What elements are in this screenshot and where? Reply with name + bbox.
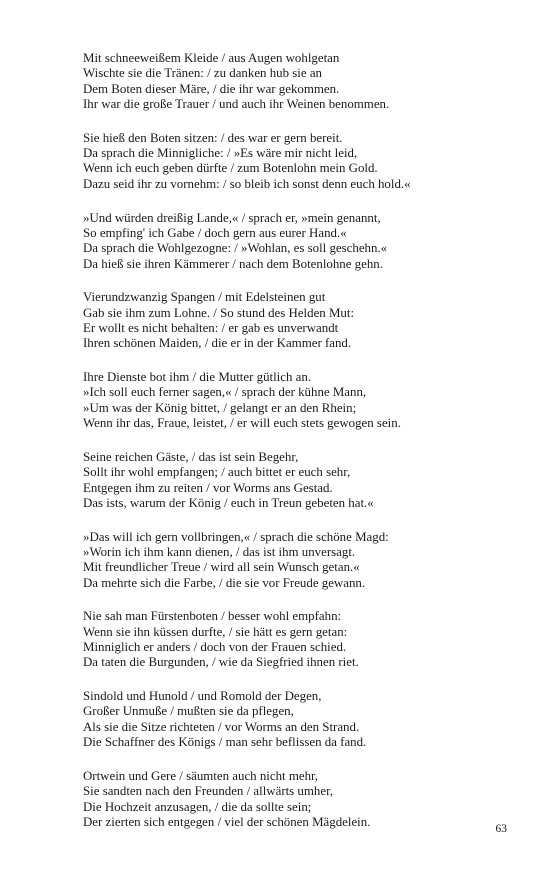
verse-line: Da mehrte sich die Farbe, / die sie vor Freude gewann.	[83, 575, 366, 590]
verse-line: »Worin ich ihm kann dienen, / das ist ihm unversagt.	[83, 544, 356, 559]
verse-line: Sindold und Hunold / und Romold der Degen,	[83, 689, 322, 704]
stanza	[83, 530, 528, 591]
verse-line: Wenn ihr das, Fraue, leistet, / er will euch stets gewogen sein.	[83, 416, 401, 431]
verse-line: Ihre Dienste bot ihm / die Mutter gütlich an.	[83, 370, 312, 385]
verse-line: »Ich soll euch ferner sagen,« / sprach der kühne Mann,	[83, 385, 367, 400]
stanza	[83, 689, 528, 750]
verse-line: Vierundzwanzig Spangen / mit Edelsteinen gut	[83, 290, 326, 305]
poem-text	[83, 51, 528, 849]
verse-line: Da sprach die Wohlgezogne: / »Wohlan, es soll geschehn.«	[83, 241, 388, 256]
stanza	[83, 370, 528, 431]
verse-line: Mit freundlicher Treue / wird all sein Wunsch getan.«	[83, 560, 360, 575]
stanza	[83, 211, 528, 272]
verse-line: Die Schaffner des Königs / man sehr beflissen da fand.	[83, 735, 367, 750]
verse-line: Der zierten sich entgegen / viel der schönen Mägdelein.	[83, 814, 371, 829]
verse-line: Als sie die Sitze richteten / vor Worms an den Strand.	[83, 719, 360, 734]
verse-line: Seine reichen Gäste, / das ist sein Begehr,	[83, 449, 299, 464]
stanza	[83, 769, 528, 830]
stanza	[83, 290, 528, 351]
verse-line: Wenn ich euch geben dürfte / zum Botenlohn mein Gold.	[83, 161, 378, 176]
verse-line: Dem Boten dieser Märe, / die ihr war gekommen.	[83, 81, 340, 96]
verse-line: Nie sah man Fürstenboten / besser wohl empfahn:	[83, 609, 342, 624]
stanza	[83, 51, 528, 112]
verse-line: Sie hieß den Boten sitzen: / des war er gern bereit.	[83, 130, 343, 145]
verse-line: Minniglich er anders / doch von der Frauen schied.	[83, 640, 347, 655]
verse-line: Ortwein und Gere / säumten auch nicht mehr,	[83, 768, 319, 783]
verse-line: Wenn sie ihn küssen durfte, / sie hätt es gern getan:	[83, 624, 348, 639]
verse-line: »Um was der König bittet, / gelangt er an den Rhein;	[83, 400, 357, 415]
stanza	[83, 131, 528, 192]
verse-line: Ihren schönen Maiden, / die er in der Kammer fand.	[83, 336, 352, 351]
verse-line: Wischte sie die Tränen: / zu danken hub sie an	[83, 66, 322, 81]
verse-line: Entgegen ihm zu reiten / vor Worms ans Gestad.	[83, 480, 333, 495]
verse-line: So empfing' ich Gabe / doch gern aus eurer Hand.«	[83, 225, 347, 240]
stanza	[83, 450, 528, 511]
verse-line: Ihr war die große Trauer / und auch ihr Weinen benommen.	[83, 97, 390, 112]
verse-line: Sollt ihr wohl empfangen; / auch bittet er euch sehr,	[83, 465, 351, 480]
verse-line: Er wollt es nicht behalten: / er gab es unverwandt	[83, 320, 339, 335]
verse-line: Dazu seid ihr zu vornehm: / so bleib ich sonst denn euch hold.«	[83, 176, 411, 191]
verse-line: Sie sandten nach den Freunden / allwärts umher,	[83, 784, 334, 799]
verse-line: Großer Unmuße / mußten sie da pflegen,	[83, 704, 294, 719]
page-number: 63	[495, 823, 507, 835]
verse-line: »Und würden dreißig Lande,« / sprach er, »mein genannt,	[83, 210, 381, 225]
verse-line: Gab sie ihm zum Lohne. / So stund des Helden Mut:	[83, 305, 355, 320]
verse-line: Da sprach die Minnigliche: / »Es wäre mir nicht leid,	[83, 146, 358, 161]
stanza	[83, 609, 528, 670]
verse-line: Da hieß sie ihren Kämmerer / nach dem Botenlohne gehn.	[83, 256, 383, 271]
verse-line: »Das will ich gern vollbringen,« / sprach die schöne Magd:	[83, 529, 389, 544]
verse-line: Da taten die Burgunden, / wie da Siegfried ihnen riet.	[83, 655, 359, 670]
verse-line: Mit schneeweißem Kleide / aus Augen wohlgetan	[83, 51, 340, 65]
verse-line: Die Hochzeit anzusagen, / die da sollte sein;	[83, 799, 312, 814]
verse-line: Das ists, warum der König / euch in Treun gebeten hat.«	[83, 495, 374, 510]
